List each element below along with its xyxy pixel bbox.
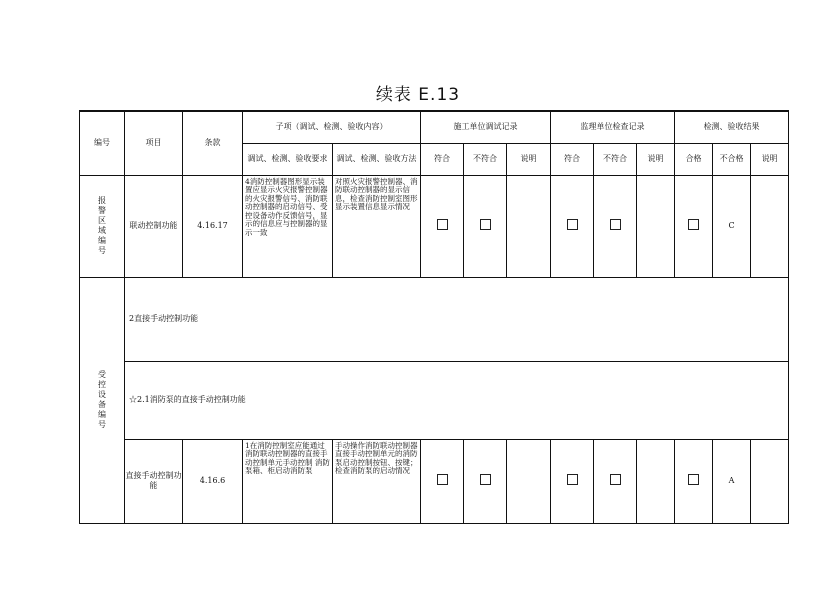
header-c-conform: 符合: [421, 143, 464, 175]
row1-r-note[interactable]: [751, 175, 789, 277]
checkbox[interactable]: [688, 474, 699, 485]
header-r-pass: 合格: [675, 143, 713, 175]
row1-s-conform-cell: [551, 175, 594, 277]
row2-s-nonconform-cell: [594, 439, 637, 523]
checkbox[interactable]: [688, 219, 699, 230]
row1-c-nonconform-cell: [464, 175, 507, 277]
row1-method: 对照火灾报警控制器、消防联动控制器的显示信息，检查消防控制室图形显示装置信息显示情况: [333, 175, 421, 277]
row2-grade: A: [713, 439, 751, 523]
header-item: 项目: [125, 111, 183, 175]
row2-s-note[interactable]: [637, 439, 675, 523]
section-direct-manual-control: 2直接手动控制功能: [125, 277, 789, 361]
row2-r-note[interactable]: [751, 439, 789, 523]
row2-r-pass-cell: [675, 439, 713, 523]
row1-c-conform-cell: [421, 175, 464, 277]
row2-c-conform-cell: [421, 439, 464, 523]
row1-item: 联动控制功能: [125, 175, 183, 277]
row2-item: 直接手动控制功能: [125, 439, 183, 523]
header-c-note: 说明: [507, 143, 551, 175]
controlled-device-number: 受控设备编号: [80, 277, 125, 523]
row2-clause: 4.16.6: [183, 439, 243, 523]
row1-requirement: 4消防控制器图形显示装置应显示火灾报警控制器的火灾报警信号、消防联动控制器的启动信号、受控设备动作反馈信号，显示的信息应与控制器的显示一致: [243, 175, 333, 277]
header-s-note: 说明: [637, 143, 675, 175]
row2-s-conform-cell: [551, 439, 594, 523]
area-number: 报警区域编号: [80, 175, 125, 277]
checkbox[interactable]: [480, 474, 491, 485]
checkbox[interactable]: [610, 219, 621, 230]
row1-s-note[interactable]: [637, 175, 675, 277]
header-method: 调试、检测、验收方法: [333, 143, 421, 175]
header-r-fail: 不合格: [713, 143, 751, 175]
header-construction: 施工单位调试记录: [421, 111, 551, 143]
row1-c-note[interactable]: [507, 175, 551, 277]
header-supervision: 监理单位检查记录: [551, 111, 675, 143]
checkbox[interactable]: [480, 219, 491, 230]
checkbox[interactable]: [437, 474, 448, 485]
header-s-nonconform: 不符合: [594, 143, 637, 175]
header-clause: 条款: [183, 111, 243, 175]
header-result: 检测、验收结果: [675, 111, 789, 143]
header-c-nonconform: 不符合: [464, 143, 507, 175]
row2-c-nonconform-cell: [464, 439, 507, 523]
checkbox[interactable]: [567, 474, 578, 485]
header-subitem: 子项（调试、检测、验收内容）: [243, 111, 421, 143]
header-r-note: 说明: [751, 143, 789, 175]
header-requirement: 调试、检测、验收要求: [243, 143, 333, 175]
row1-s-nonconform-cell: [594, 175, 637, 277]
checkbox[interactable]: [567, 219, 578, 230]
inspection-table: [79, 110, 789, 524]
row1-grade: C: [713, 175, 751, 277]
row1-clause: 4.16.17: [183, 175, 243, 277]
checkbox[interactable]: [610, 474, 621, 485]
row2-requirement: 1在消防控制室应能通过消防联动控制器的直接手动控制单元手动控制 消防泵箱、柜启动消防泵: [243, 439, 333, 523]
row2-c-note[interactable]: [507, 439, 551, 523]
header-no: 编号: [80, 111, 125, 175]
row1-r-pass-cell: [675, 175, 713, 277]
row2-method: 手动操作消防联动控制器直接手动控制单元的消防泵启动控制按钮、按键；检查消防泵的启动情况: [333, 439, 421, 523]
section-fire-pump-manual-control: ☆2.1消防泵的直接手动控制功能: [125, 361, 789, 439]
checkbox[interactable]: [437, 219, 448, 230]
header-s-conform: 符合: [551, 143, 594, 175]
page-title: 续表 E.13: [375, 85, 461, 105]
